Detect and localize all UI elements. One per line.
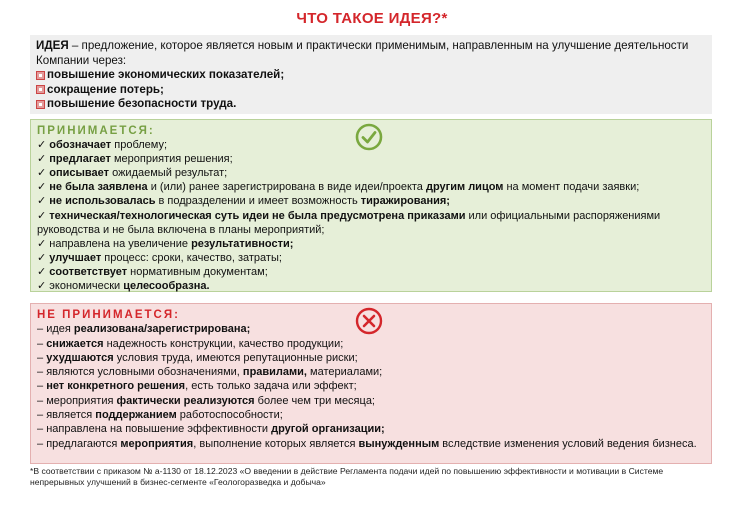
list-item-text: вследствие изменения условий ведения бизнеса. — [439, 437, 697, 450]
checkmark-icon: ✓ — [37, 181, 50, 194]
checkmark-icon: ✓ — [37, 265, 50, 278]
checkmark-icon: ✓ — [37, 237, 50, 250]
list-item-text: или официальными распоряжениями руководства и не была включена в планы мероприятий; — [37, 209, 661, 236]
list-item-text: материалами; — [307, 366, 383, 379]
check-circle-icon — [355, 123, 383, 151]
list-item — [37, 408, 705, 422]
list-item-text: целесообразна. — [123, 280, 210, 293]
list-item-text: ожидаемый результат; — [109, 167, 228, 180]
list-item-text: реализована/зарегистрирована; — [73, 323, 251, 336]
definition-text — [36, 39, 706, 68]
list-item-text: улучшает — [49, 251, 102, 264]
dash-marker: – — [37, 351, 47, 364]
list-item — [37, 166, 705, 180]
square-bullet-icon — [36, 71, 45, 80]
x-circle-icon — [355, 307, 383, 335]
dash-marker: – — [37, 394, 47, 407]
list-item-text: правилами, — [242, 366, 307, 379]
list-item — [37, 237, 705, 251]
list-item-text: предлагает — [49, 153, 111, 166]
dash-marker: – — [37, 323, 47, 336]
accepted-heading: ПРИНИМАЕТСЯ: — [37, 125, 155, 137]
list-item-text: не была заявлена — [49, 181, 148, 194]
list-item-text: техническая/технологическая суть идеи не была предусмотрена приказами — [49, 209, 466, 222]
list-item-text: снижается — [46, 337, 104, 350]
list-item — [37, 351, 705, 365]
list-item-text: работоспособности; — [176, 409, 283, 422]
square-bullet-icon — [36, 100, 45, 109]
list-item-text: условия труда, имеются репутационные риски; — [113, 351, 358, 364]
checkmark-icon: ✓ — [37, 280, 50, 293]
dash-marker: – — [37, 423, 47, 436]
list-item-text: другой организации; — [271, 423, 385, 436]
list-item — [37, 422, 705, 436]
list-item-text: вынужденным — [358, 437, 440, 450]
list-item — [37, 379, 705, 393]
list-item-text: мероприятия решения; — [110, 153, 233, 166]
list-item-text: тиражирования; — [360, 195, 450, 208]
list-item — [37, 279, 705, 293]
checkmark-icon: ✓ — [37, 167, 50, 180]
list-item — [37, 365, 705, 379]
list-item-text: экономически — [49, 280, 124, 293]
list-item-text: соответствует — [49, 265, 128, 278]
checkmark-icon: ✓ — [37, 139, 50, 152]
checkmark-icon: ✓ — [37, 153, 50, 166]
list-item-text: результативности; — [191, 237, 294, 250]
list-item — [37, 209, 705, 237]
list-item — [37, 180, 705, 194]
definition-box — [30, 35, 712, 114]
definition-term: ИДЕЯ — [36, 39, 69, 52]
checkmark-icon: ✓ — [37, 209, 50, 222]
dash-marker: – — [37, 380, 47, 393]
list-item-text: мероприятия — [46, 394, 117, 407]
rejected-list — [37, 322, 705, 451]
list-item-text: проблему; — [111, 139, 168, 152]
dash-marker: – — [37, 337, 47, 350]
list-item — [37, 152, 705, 166]
list-item — [37, 437, 705, 451]
list-item-text: в подразделении и имеет возможность — [155, 195, 361, 208]
list-item-text: не использовалась — [49, 195, 156, 208]
list-item-text: на момент подачи заявки; — [503, 181, 640, 194]
list-item-text: фактически реализуются — [116, 394, 255, 407]
checkmark-icon: ✓ — [37, 251, 50, 264]
list-item-text: нормативным документам; — [127, 265, 268, 278]
list-item-text: процесс: сроки, качество, затраты; — [101, 251, 282, 264]
accepted-list — [37, 138, 705, 293]
list-item-text: нет конкретного решения — [46, 380, 186, 393]
list-item-text: , выполнение которых является — [193, 437, 359, 450]
list-item — [37, 394, 705, 408]
definition-bullet: повышение экономических показателей; — [36, 68, 706, 83]
list-item-text: другим лицом — [425, 181, 504, 194]
list-item-text: обозначает — [49, 139, 112, 152]
checkmark-icon: ✓ — [37, 195, 50, 208]
footnote: *В соответствии с приказом № а-1130 от 18.12.2023 «О введении в действие Регламента подачи идей по повышению эффективности и мотивации в Системе непрерывных улучшений в бизнес-сегменте «Геологоразведка и добыча» — [30, 466, 664, 487]
list-item-text: ухудшаются — [46, 351, 114, 364]
list-item-text: и (или) ранее зарегистрирована в виде идеи/проекта — [147, 181, 426, 194]
definition-body: – предложение, которое является новым и практически применимым, направленным на улучшение деятельности Компании через: — [36, 39, 689, 67]
dash-marker: – — [37, 366, 47, 379]
list-item-text: являются условными обозначениями, — [46, 366, 243, 379]
rejected-box — [30, 303, 712, 464]
list-item-text: является — [46, 409, 96, 422]
list-item — [37, 337, 705, 351]
list-item-text: направлена на увеличение — [49, 237, 192, 250]
list-item-text: более чем три месяца; — [254, 394, 375, 407]
list-item-text: идея — [46, 323, 74, 336]
list-item-text: мероприятия — [120, 437, 194, 450]
square-bullet-icon — [36, 85, 45, 94]
list-item-text: направлена на повышение эффективности — [46, 423, 272, 436]
page-title: ЧТО ТАКОЕ ИДЕЯ?* — [296, 10, 448, 27]
list-item-text: , есть только задача или эффект; — [185, 380, 357, 393]
list-item-text: описывает — [49, 167, 110, 180]
rejected-heading: НЕ ПРИНИМАЕТСЯ: — [37, 309, 180, 321]
list-item-text: надежность конструкции, качество продукции; — [103, 337, 344, 350]
dash-marker: – — [37, 437, 47, 450]
list-item — [37, 265, 705, 279]
definition-bullet: повышение безопасности труда. — [36, 97, 706, 112]
list-item-text: поддержанием — [95, 409, 177, 422]
list-item — [37, 251, 705, 265]
definition-bullet: сокращение потерь; — [36, 83, 706, 98]
list-item-text: предлагаются — [46, 437, 121, 450]
list-item — [37, 194, 705, 208]
accepted-box — [30, 119, 712, 292]
dash-marker: – — [37, 409, 47, 422]
